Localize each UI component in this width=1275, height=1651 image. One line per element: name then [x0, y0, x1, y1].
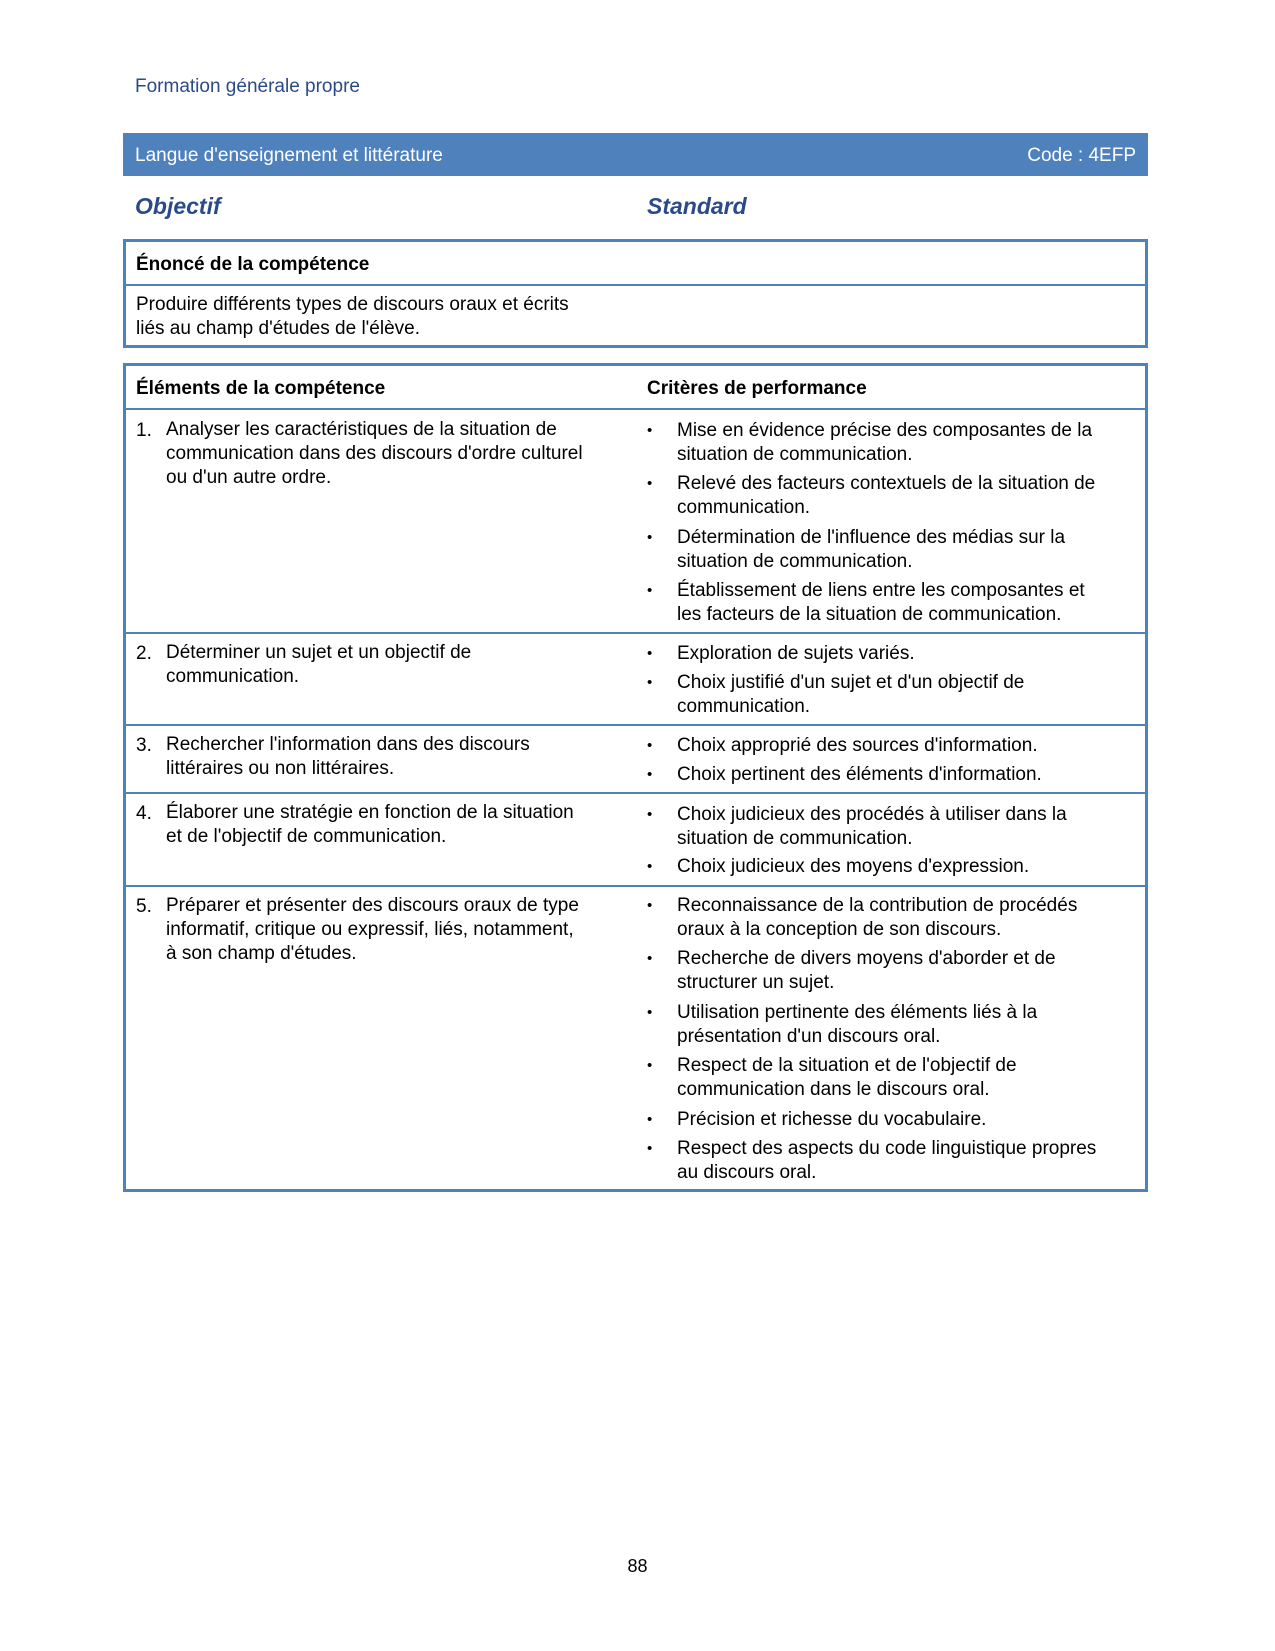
- divider: [126, 792, 1145, 794]
- element-line: à son champ d'études.: [166, 943, 357, 964]
- criterion-line: Choix judicieux des procédés à utiliser dans la: [677, 804, 1067, 825]
- element-number: 2.: [136, 643, 152, 664]
- criteria-heading: Critères de performance: [647, 378, 867, 399]
- criterion-line: Précision et richesse du vocabulaire.: [677, 1109, 987, 1130]
- element-line: communication dans des discours d'ordre culturel: [166, 443, 583, 464]
- bullet-icon: •: [647, 858, 653, 875]
- criterion-line: Exploration de sujets variés.: [677, 643, 915, 664]
- criterion-line: Établissement de liens entre les composantes et: [677, 580, 1085, 601]
- criterion-line: Choix approprié des sources d'information.: [677, 735, 1038, 756]
- element-line: Rechercher l'information dans des discours: [166, 734, 530, 755]
- element-line: Préparer et présenter des discours oraux de type: [166, 895, 579, 916]
- element-number: 5.: [136, 896, 152, 917]
- criterion-line: structurer un sujet.: [677, 972, 835, 993]
- divider: [126, 885, 1145, 887]
- standard-heading: Standard: [647, 193, 747, 219]
- divider: [126, 632, 1145, 634]
- criterion-line: Choix pertinent des éléments d'information.: [677, 764, 1042, 785]
- element-line: littéraires ou non littéraires.: [166, 758, 395, 779]
- element-line: ou d'un autre ordre.: [166, 467, 332, 488]
- section-header-label: Formation générale propre: [135, 76, 360, 97]
- divider: [126, 724, 1145, 726]
- bullet-icon: •: [647, 737, 653, 754]
- criterion-line: Choix judicieux des moyens d'expression.: [677, 856, 1030, 877]
- course-title: Langue d'enseignement et littérature: [135, 145, 443, 166]
- criterion-line: situation de communication.: [677, 828, 913, 849]
- criterion-line: au discours oral.: [677, 1162, 817, 1183]
- bullet-icon: •: [647, 1140, 653, 1157]
- objective-heading: Objectif: [135, 193, 221, 219]
- element-line: Analyser les caractéristiques de la situation de: [166, 419, 557, 440]
- criterion-line: Respect des aspects du code linguistique propres: [677, 1138, 1097, 1159]
- bullet-icon: •: [647, 529, 653, 546]
- criterion-line: Choix justifié d'un sujet et d'un objectif de: [677, 672, 1025, 693]
- element-number: 4.: [136, 803, 152, 824]
- bullet-icon: •: [647, 806, 653, 823]
- competence-box: [123, 239, 1148, 348]
- criterion-line: communication.: [677, 497, 811, 518]
- criterion-line: communication.: [677, 696, 811, 717]
- bullet-icon: •: [647, 422, 653, 439]
- criterion-line: situation de communication.: [677, 444, 913, 465]
- element-line: Élaborer une stratégie en fonction de la situation: [166, 802, 574, 823]
- criterion-line: Reconnaissance de la contribution de procédés: [677, 895, 1078, 916]
- element-line: Déterminer un sujet et un objectif de: [166, 642, 472, 663]
- divider: [126, 408, 1145, 410]
- criterion-line: présentation d'un discours oral.: [677, 1026, 941, 1047]
- page-number: 88: [627, 1556, 648, 1576]
- bullet-icon: •: [647, 1111, 653, 1128]
- course-title-bar: [123, 133, 1148, 176]
- criterion-line: communication dans le discours oral.: [677, 1079, 990, 1100]
- element-line: informatif, critique ou expressif, liés, notamment,: [166, 919, 574, 940]
- criterion-line: Recherche de divers moyens d'aborder et de: [677, 948, 1056, 969]
- bullet-icon: •: [647, 950, 653, 967]
- criterion-line: les facteurs de la situation de communication.: [677, 604, 1062, 625]
- bullet-icon: •: [647, 766, 653, 783]
- elements-heading: Éléments de la compétence: [136, 378, 386, 399]
- bullet-icon: •: [647, 1004, 653, 1021]
- element-line: et de l'objectif de communication.: [166, 826, 447, 847]
- bullet-icon: •: [647, 582, 653, 599]
- element-number: 3.: [136, 735, 152, 756]
- bullet-icon: •: [647, 475, 653, 492]
- competence-statement-line: liés au champ d'études de l'élève.: [136, 318, 420, 339]
- criterion-line: Respect de la situation et de l'objectif de: [677, 1055, 1017, 1076]
- criterion-line: Détermination de l'influence des médias sur la: [677, 527, 1066, 548]
- divider: [126, 284, 1145, 286]
- criterion-line: Relevé des facteurs contextuels de la situation de: [677, 473, 1096, 494]
- competence-heading: Énoncé de la compétence: [136, 254, 370, 275]
- competence-statement-line: Produire différents types de discours oraux et écrits: [136, 294, 569, 315]
- criterion-line: oraux à la conception de son discours.: [677, 919, 1002, 940]
- criterion-line: situation de communication.: [677, 551, 913, 572]
- course-code: Code : 4EFP: [1027, 145, 1136, 166]
- element-line: communication.: [166, 666, 300, 687]
- criterion-line: Mise en évidence précise des composantes de la: [677, 420, 1093, 441]
- criterion-line: Utilisation pertinente des éléments liés à la: [677, 1002, 1038, 1023]
- element-number: 1.: [136, 420, 152, 441]
- bullet-icon: •: [647, 645, 653, 662]
- bullet-icon: •: [647, 897, 653, 914]
- bullet-icon: •: [647, 1057, 653, 1074]
- bullet-icon: •: [647, 674, 653, 691]
- elements-box: [123, 363, 1148, 1192]
